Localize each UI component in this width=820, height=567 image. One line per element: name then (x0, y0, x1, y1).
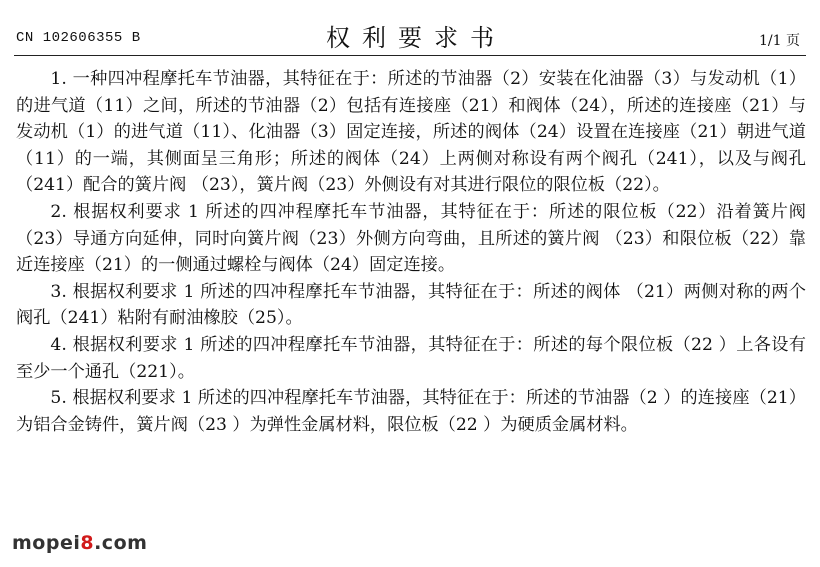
document-title: 权利要求书 (326, 24, 506, 52)
watermark-suffix: .com (94, 532, 148, 554)
claim-5: 5. 根据权利要求 1 所述的四冲程摩托车节油器，其特征在于：所述的节油器（2 ）的连接座（21）为铝合金铸件，簧片阀（23 ）为弹性金属材料，限位板（22 ）为硬质金属材料。 (16, 388, 806, 435)
site-watermark (12, 532, 147, 554)
document-header (0, 0, 820, 62)
claim-1: 1. 一种四冲程摩托车节油器，其特征在于：所述的节油器（2）安装在化油器（3）与发动机（1）的进气道（11）之间，所述的节油器（2）包括有连接座（21）和阀体（24），所述的连接座（21）与发动机（1）的进气道（11）、化油器（3）固定连接，所述的阀体（24）设置在连接座（21）朝进气道（11）的一端，其侧面呈三角形；所述的阀体（24）上两侧对称设有两个阀孔（241），以及与阀孔（241）配合的簧片阀 （23），簧片阀（23）外侧设有对其进行限位的限位板（22）。 (16, 69, 806, 196)
claim-4: 4. 根据权利要求 1 所述的四冲程摩托车节油器，其特征在于：所述的每个限位板（22 ）上各设有至少一个通孔（221）。 (16, 334, 806, 382)
claim-2: 2. 根据权利要求 1 所述的四冲程摩托车节油器，其特征在于：所述的限位板（22）沿着簧片阀（23）导通方向延伸，同时向簧片阀（23）外侧方向弯曲，且所述的簧片阀 （23）和限位板（22）靠近连接座（21）的一侧通过螺栓与阀体（24）固定连接。 (16, 201, 806, 276)
header-divider (14, 55, 806, 56)
watermark-prefix: mopei (12, 532, 81, 554)
watermark-accent: 8 (80, 532, 95, 554)
claims-body (16, 66, 806, 438)
claim-3: 3. 根据权利要求 1 所述的四冲程摩托车节油器，其特征在于：所述的阀体 （21）两侧对称的两个阀孔（241）粘附有耐油橡胶（25）。 (16, 281, 806, 329)
publication-number: CN 102606355 B (16, 30, 141, 46)
page-number: 1/1 页 (759, 33, 800, 49)
